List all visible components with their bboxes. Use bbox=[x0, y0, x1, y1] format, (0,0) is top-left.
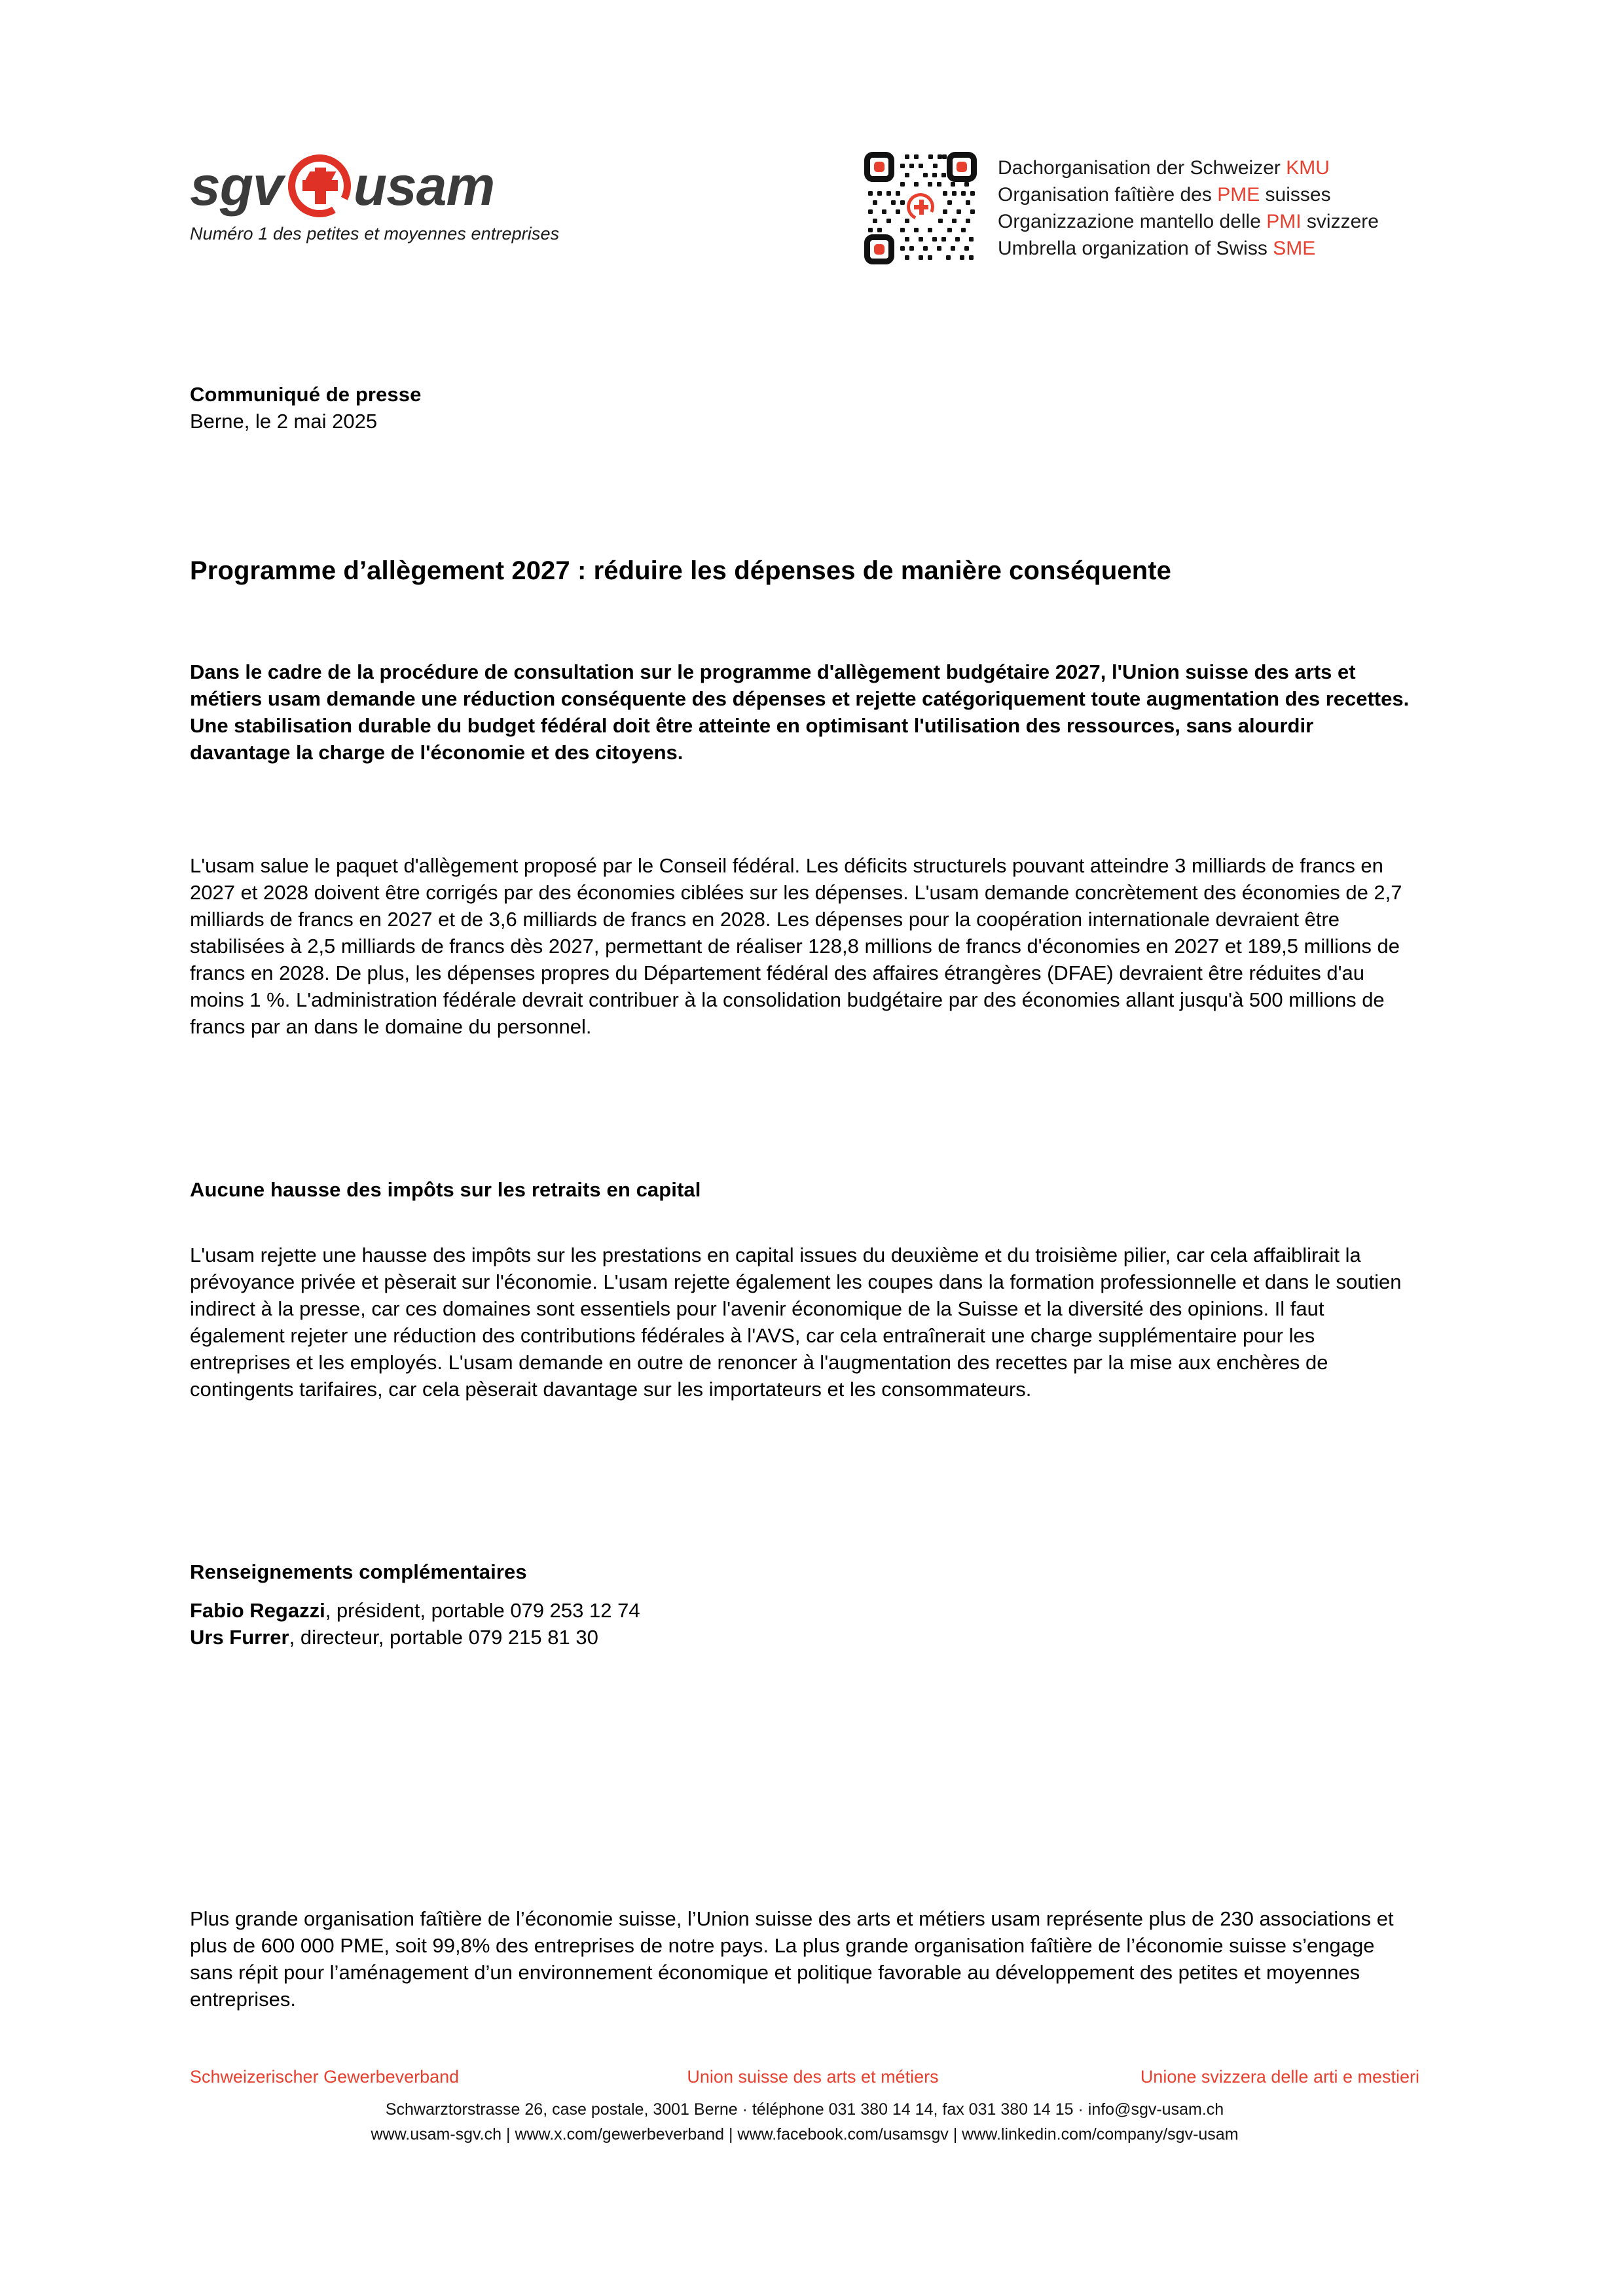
usam-logo bbox=[190, 156, 609, 244]
dateline: Berne, le 2 mai 2025 bbox=[190, 410, 378, 433]
lang-line-fr: Organisation faîtière des PME suisses bbox=[998, 184, 1331, 206]
document-kicker: Communiqué de presse bbox=[190, 383, 422, 406]
footer-links-line[interactable]: www.usam-sgv.ch | www.x.com/gewerbeverband | www.facebook.com/usamsgv | www.linkedin.com/company/sgv-usam bbox=[371, 2125, 1239, 2144]
multilingual-org-names bbox=[998, 152, 1379, 262]
contact-item bbox=[190, 1597, 1419, 1624]
lead-paragraph: Dans le cadre de la procédure de consultation sur le programme d'allègement budgétaire 2027, l'Union suisse des arts et métiers usam demande une réduction conséquente des dépenses et rejette catégoriquement toute augmentation des recettes. Une stabilisation durable du budget fédéral doit être atteinte en optimisant l'utilisation des ressources, sans alourdir davantage la charge de l'économie et des citoyens. bbox=[190, 660, 1410, 764]
footer-org-de: Schweizerischer Gewerbeverband bbox=[190, 2067, 460, 2087]
footer-organization-names bbox=[190, 2065, 1419, 2089]
contact-name: Fabio Regazzi bbox=[190, 1599, 325, 1622]
qr-finder-top-left bbox=[864, 152, 894, 182]
qr-finder-bottom-left bbox=[864, 234, 894, 264]
footer-org-fr: Union suisse des arts et métiers bbox=[687, 2067, 939, 2087]
swiss-cross-ring-icon bbox=[288, 154, 351, 217]
contact-name: Urs Furrer bbox=[190, 1626, 289, 1649]
section-heading-further-information: Renseignements complémentaires bbox=[190, 1560, 527, 1583]
footer-org-it: Unione svizzera delle arti e mestieri bbox=[1140, 2067, 1419, 2087]
contact-item bbox=[190, 1624, 1419, 1651]
body-paragraph-1: L'usam salue le paquet d'allègement proposé par le Conseil fédéral. Les déficits structurels pouvant atteindre 3 milliards de francs en 2027 et 2028 doivent être corrigés par des économies ciblées sur les dépenses. L'usam demande concrètement des économies de 2,7 milliards de francs en 2027 et de 3,6 milliards de francs en 2028. Les dépenses pour la coopération internationale devraient être stabilisées à 2,5 milliards de francs dès 2027, permettant de réaliser 128,8 millions de francs d'économies en 2027 et 189,5 millions de francs en 2028. De plus, les dépenses propres du Département fédéral des affaires étrangères (DFAE) devraient être réduites d'au moins 1 %. L'administration fédérale devrait contribuer à la consolidation budgétaire par des économies allant jusqu'à 500 millions de francs par an dans le domaine du personnel. bbox=[190, 854, 1402, 1038]
lang-line-de: Dachorganisation der Schweizer KMU bbox=[998, 157, 1330, 179]
section-heading-capital-withdrawals: Aucune hausse des impôts sur les retraits en capital bbox=[190, 1177, 701, 1201]
footer-address-line: Schwarztorstrasse 26, case postale, 3001 Berne · téléphone 031 380 14 14, fax 031 380 14 15 · info@sgv-usam.ch bbox=[385, 2100, 1224, 2119]
page-title: Programme d’allègement 2027 : réduire les dépenses de manière conséquente bbox=[190, 556, 1171, 585]
qr-finder-top-right bbox=[947, 152, 977, 182]
logo-text-sgv: sgv bbox=[190, 155, 283, 217]
lang-line-en: Umbrella organization of Swiss SME bbox=[998, 238, 1316, 259]
logo-tagline: Numéro 1 des petites et moyennes entreprises bbox=[190, 224, 560, 243]
press-release-meta bbox=[190, 381, 1419, 435]
header-right-block bbox=[864, 152, 1379, 264]
logo-wordmark bbox=[190, 156, 609, 216]
qr-center-logo-icon bbox=[905, 191, 936, 223]
qr-code-icon[interactable] bbox=[864, 152, 977, 264]
organization-boilerplate: Plus grande organisation faîtière de l’économie suisse, l’Union suisse des arts et métiers usam représente plus de 230 associations et plus de 600 000 PME, soit 99,8% des entreprises de notre pays. La plus grande organisation faîtière de l’économie suisse s’engage sans répit pour l’aménagement d’un environnement économique et politique favorable au développement des petites et moyennes entreprises. bbox=[190, 1907, 1394, 2011]
contact-detail: , président, portable 079 253 12 74 bbox=[325, 1599, 640, 1622]
document-header bbox=[0, 0, 1623, 308]
contact-list bbox=[190, 1597, 1419, 1651]
contact-detail: , directeur, portable 079 215 81 30 bbox=[289, 1626, 598, 1649]
footer-contact-lines bbox=[190, 2097, 1419, 2147]
body-paragraph-2: L'usam rejette une hausse des impôts sur les prestations en capital issues du deuxième et du troisième pilier, car cela affaiblirait la prévoyance privée et pèserait sur l'économie. L'usam rejette également les coupes dans la formation professionnelle et dans le soutien indirect à la presse, car ces domaines sont essentiels pour l'avenir économique de la Suisse et la diversité des opinions. Il faut également rejeter une réduction des contributions fédérales à l'AVS, car cela entraînerait une charge supplémentaire pour les entreprises et les employés. L'usam demande en outre de renoncer à l'augmentation des recettes par la mise aux enchères de contingents tarifaires, car cela pèserait davantage sur les importateurs et les consommateurs. bbox=[190, 1244, 1402, 1401]
document-footer bbox=[190, 2065, 1419, 2147]
lang-line-it: Organizzazione mantello delle PMI svizzere bbox=[998, 211, 1379, 232]
logo-text-usam: usam bbox=[353, 155, 495, 217]
